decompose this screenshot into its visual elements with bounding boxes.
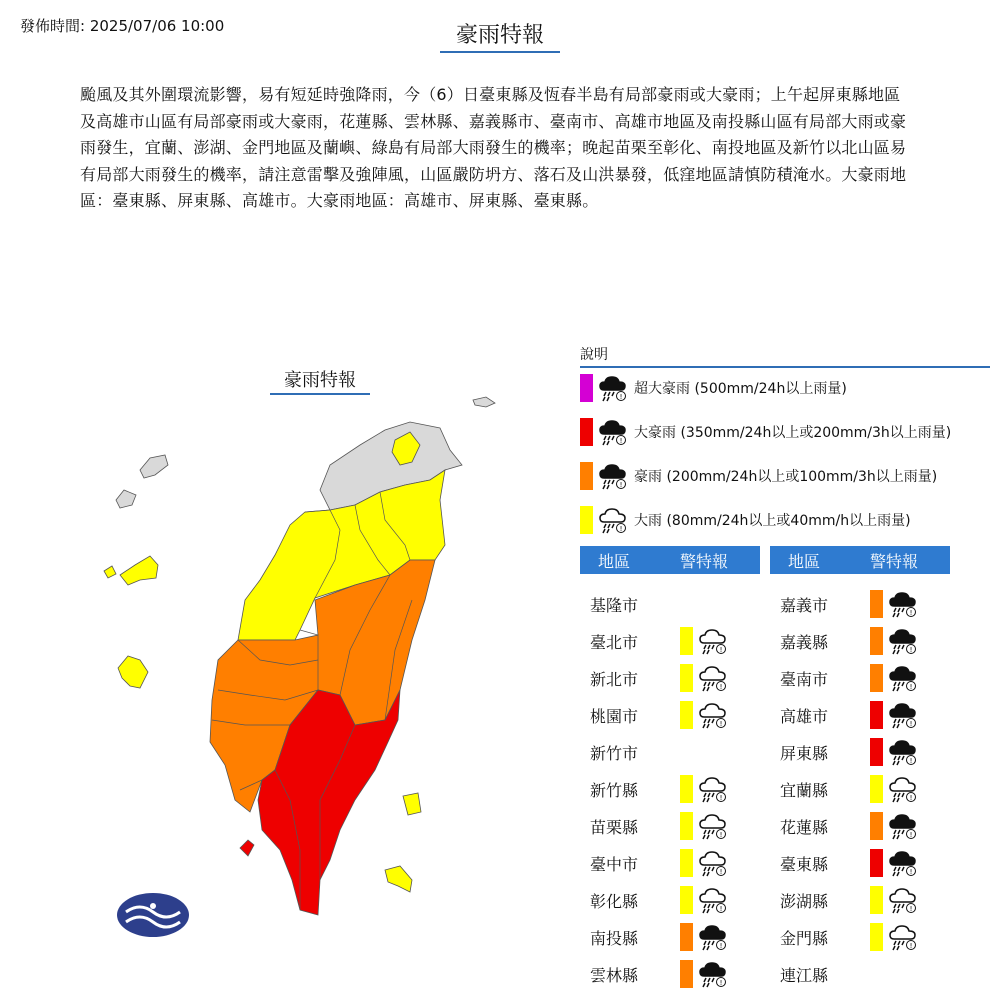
table-row[interactable] xyxy=(580,922,760,952)
warning-level-bar xyxy=(870,701,883,729)
rain-cloud-outline-icon xyxy=(888,774,918,804)
col-region-header: 地區 xyxy=(788,551,821,571)
svg-text:!: ! xyxy=(719,905,723,913)
table-row[interactable] xyxy=(770,774,950,804)
region-name: 嘉義縣 xyxy=(780,632,829,652)
rain-cloud-outline-icon xyxy=(698,885,728,915)
heavy-rain-cloud-icon xyxy=(888,589,918,619)
region-name: 新竹市 xyxy=(590,743,639,763)
table-row[interactable] xyxy=(580,811,760,841)
heavy-rain-cloud-icon xyxy=(598,373,628,403)
map-island-matsu-grey-1[interactable] xyxy=(140,455,168,478)
warning-level-bar xyxy=(680,886,693,914)
region-name: 彰化縣 xyxy=(590,891,639,911)
legend-item-torrential xyxy=(580,417,951,447)
warning-level-bar xyxy=(870,738,883,766)
table-row[interactable] xyxy=(770,626,950,656)
rain-cloud-outline-icon xyxy=(698,663,728,693)
svg-text:!: ! xyxy=(909,683,913,691)
table-row[interactable] xyxy=(770,811,950,841)
map-island-kinmen-yellow[interactable] xyxy=(120,556,158,585)
cwa-logo-icon xyxy=(117,893,189,937)
region-name: 雲林縣 xyxy=(590,965,639,985)
region-name: 南投縣 xyxy=(590,928,639,948)
table-header-right xyxy=(770,546,950,574)
warning-level-bar xyxy=(680,775,693,803)
rain-cloud-outline-icon xyxy=(698,774,728,804)
legend-label: 大雨 (80mm/24h以上或40mm/h以上雨量) xyxy=(634,513,911,529)
map-island-matsu-grey-2[interactable] xyxy=(116,490,136,508)
svg-text:!: ! xyxy=(619,525,623,533)
warning-description: 颱風及其外圍環流影響，易有短延時強降雨，今（6）日臺東縣及恆春半島有局部豪雨或大豪雨；上午起屏東縣地區及高雄市山區有局部豪雨或大豪雨，花蓮縣、雲林縣、嘉義縣市、臺南市、高雄市地區及南投縣山區有局部大雨或豪雨發生，宜蘭、澎湖、金門地區及蘭嶼、綠島有局部大雨發生的機率；晚起苗栗至彰化、南投地區及新竹以北山區易有局部大雨發生的機率，請注意雷擊及強陣風，山區嚴防坍方、落石及山洪暴發，低窪地區請慎防積淹水。大豪雨地區：臺東縣、屏東縣、高雄市。大豪雨地區：高雄市、屏東縣、臺東縣。 xyxy=(80,85,907,210)
rain-cloud-outline-icon xyxy=(698,811,728,841)
table-row[interactable] xyxy=(770,700,950,730)
col-region-header: 地區 xyxy=(598,551,631,571)
svg-text:!: ! xyxy=(719,794,723,802)
region-name: 基隆市 xyxy=(590,595,639,615)
table-row[interactable] xyxy=(580,885,760,915)
warning-level-bar xyxy=(870,812,883,840)
region-name: 苗栗縣 xyxy=(590,817,639,837)
legend-label: 豪雨 (200mm/24h以上或100mm/3h以上雨量) xyxy=(634,469,938,485)
svg-text:!: ! xyxy=(909,720,913,728)
legend-swatch xyxy=(580,418,593,446)
heavy-rain-cloud-icon xyxy=(598,417,628,447)
legend-swatch xyxy=(580,506,593,534)
svg-text:!: ! xyxy=(619,393,623,401)
warning-level-bar xyxy=(680,664,693,692)
heavy-rain-cloud-icon xyxy=(888,811,918,841)
region-name: 臺東縣 xyxy=(780,854,829,874)
svg-text:!: ! xyxy=(719,720,723,728)
table-row[interactable] xyxy=(580,774,760,804)
page-title: 豪雨特報 xyxy=(440,18,560,53)
region-name: 宜蘭縣 xyxy=(780,780,829,800)
heavy-rain-cloud-icon xyxy=(598,461,628,491)
svg-text:!: ! xyxy=(619,481,623,489)
map-island-penghu-yellow[interactable] xyxy=(118,656,148,688)
rain-cloud-outline-icon xyxy=(888,885,918,915)
svg-text:!: ! xyxy=(909,868,913,876)
heavy-rain-cloud-icon xyxy=(698,922,728,952)
svg-text:!: ! xyxy=(909,794,913,802)
svg-text:!: ! xyxy=(909,646,913,654)
region-name: 連江縣 xyxy=(780,965,829,985)
svg-text:!: ! xyxy=(719,683,723,691)
table-row[interactable] xyxy=(580,848,760,878)
map-region-liuqiu-red[interactable] xyxy=(240,840,254,856)
heavy-rain-cloud-icon xyxy=(888,663,918,693)
svg-text:!: ! xyxy=(909,757,913,765)
rain-cloud-outline-icon xyxy=(598,505,628,535)
warning-level-bar xyxy=(680,923,693,951)
map-island-lanyu-yellow[interactable] xyxy=(385,866,412,892)
table-row[interactable] xyxy=(770,848,950,878)
heavy-rain-cloud-icon xyxy=(888,700,918,730)
svg-text:!: ! xyxy=(909,609,913,617)
legend-title: 說明 xyxy=(580,347,608,363)
issued-time: 發佈時間: 2025/07/06 10:00 xyxy=(20,17,225,35)
region-name: 嘉義市 xyxy=(780,595,829,615)
warning-level-bar xyxy=(870,664,883,692)
legend-item-super xyxy=(580,373,847,403)
region-name: 花蓮縣 xyxy=(780,817,829,837)
svg-text:!: ! xyxy=(909,831,913,839)
warning-level-bar xyxy=(870,590,883,618)
taiwan-warning-map xyxy=(0,380,560,1000)
legend-label: 大豪雨 (350mm/24h以上或200mm/3h以上雨量) xyxy=(634,425,952,441)
svg-text:!: ! xyxy=(619,437,623,445)
table-row[interactable] xyxy=(580,589,760,619)
map-island-keelung-grey[interactable] xyxy=(473,397,495,407)
region-name: 新北市 xyxy=(590,669,639,689)
table-row[interactable] xyxy=(770,885,950,915)
table-row[interactable] xyxy=(770,663,950,693)
table-row[interactable] xyxy=(580,737,760,767)
warning-level-bar xyxy=(680,960,693,988)
svg-text:!: ! xyxy=(719,979,723,987)
table-row[interactable] xyxy=(770,922,950,952)
svg-text:!: ! xyxy=(719,942,723,950)
legend-item-heavy xyxy=(580,505,911,535)
col-warning-header: 警特報 xyxy=(680,551,729,571)
region-name: 澎湖縣 xyxy=(780,891,829,911)
warning-level-bar xyxy=(680,701,693,729)
legend-item-extremely xyxy=(580,461,937,491)
map-island-greenisland-yellow[interactable] xyxy=(403,793,421,815)
heavy-rain-cloud-icon xyxy=(888,848,918,878)
region-name: 臺中市 xyxy=(590,854,639,874)
table-row[interactable] xyxy=(770,589,950,619)
table-header-left xyxy=(580,546,760,574)
svg-text:!: ! xyxy=(909,905,913,913)
rain-cloud-outline-icon xyxy=(698,626,728,656)
warning-level-bar xyxy=(870,886,883,914)
table-row[interactable] xyxy=(770,737,950,767)
svg-text:!: ! xyxy=(909,942,913,950)
region-name: 臺北市 xyxy=(590,632,639,652)
region-name: 屏東縣 xyxy=(780,743,829,763)
table-row[interactable] xyxy=(580,663,760,693)
svg-text:!: ! xyxy=(719,868,723,876)
warning-level-bar xyxy=(680,849,693,877)
warning-level-bar xyxy=(870,775,883,803)
svg-text:!: ! xyxy=(719,831,723,839)
legend-swatch xyxy=(580,374,593,402)
region-name: 金門縣 xyxy=(780,928,829,948)
warning-level-bar xyxy=(680,627,693,655)
map-island-kinmen-yellow-2[interactable] xyxy=(104,566,116,578)
warning-level-bar xyxy=(870,627,883,655)
heavy-rain-cloud-icon xyxy=(888,626,918,656)
region-name: 臺南市 xyxy=(780,669,829,689)
table-row[interactable] xyxy=(770,959,950,989)
warning-level-bar xyxy=(680,812,693,840)
legend-divider xyxy=(580,366,990,368)
region-name: 新竹縣 xyxy=(590,780,639,800)
table-row[interactable] xyxy=(580,700,760,730)
map-title: 豪雨特報 xyxy=(270,366,370,395)
table-row[interactable] xyxy=(580,626,760,656)
heavy-rain-cloud-icon xyxy=(698,959,728,989)
svg-text:!: ! xyxy=(719,646,723,654)
warning-level-bar xyxy=(870,849,883,877)
warning-level-bar xyxy=(870,923,883,951)
legend-label: 超大豪雨 (500mm/24h以上雨量) xyxy=(634,381,847,397)
rain-cloud-outline-icon xyxy=(698,848,728,878)
region-name: 桃園市 xyxy=(590,706,639,726)
col-warning-header: 警特報 xyxy=(870,551,919,571)
table-row[interactable] xyxy=(580,959,760,989)
region-name: 高雄市 xyxy=(780,706,829,726)
legend-swatch xyxy=(580,462,593,490)
heavy-rain-cloud-icon xyxy=(888,737,918,767)
rain-cloud-outline-icon xyxy=(698,700,728,730)
rain-cloud-outline-icon xyxy=(888,922,918,952)
